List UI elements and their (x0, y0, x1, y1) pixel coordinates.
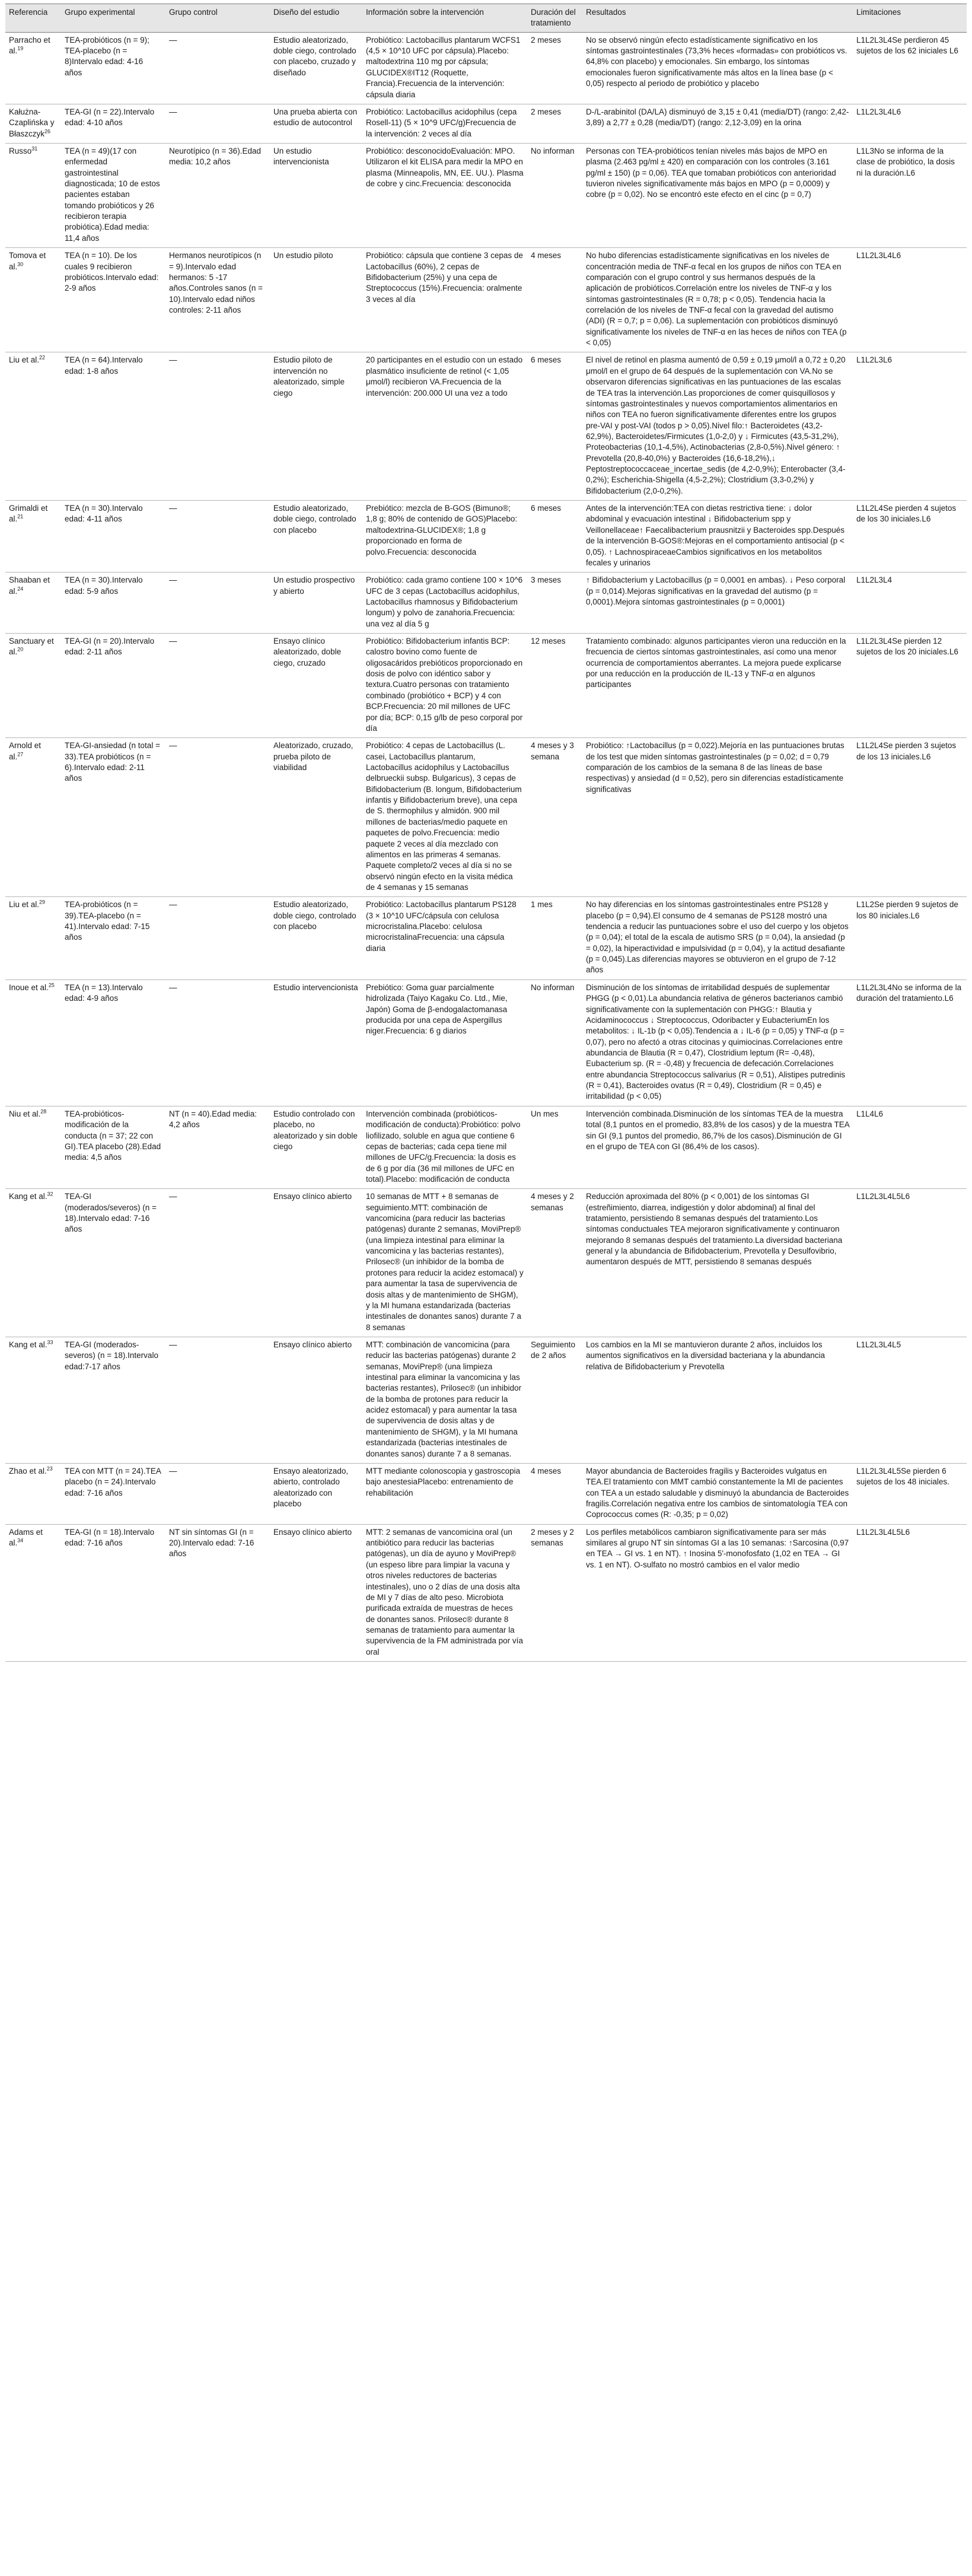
cell-grupo-control-text: — (169, 1466, 177, 1475)
cell-intervencion-text: Probiótico: cápsula que contiene 3 cepas de Lactobacillus (60%), 2 cepas de Bifidobacterium (25%) y una cepa de Streptococcus (15%).Frecuencia: oralmente 3 veces al día (366, 251, 523, 304)
cell-intervencion-text: Intervención combinada (probióticos-modificación de conducta):Probiótico: polvo liofilizado, soluble en agua que contiene 6 cepas de bacterias; cada cepa tiene mil millones de UFC/g.Frecuencia: la dosis es de 6 g por día (36 mil millones de UFC en total).Placebo: modificación de conducta (366, 1109, 521, 1184)
cell-referencia (5, 979, 61, 1106)
header-intervencion: Información sobre la intervención (362, 4, 527, 33)
cell-grupo-control (165, 1524, 270, 1661)
cell-limitaciones-text: L1L2L3L4Se pierden 12 sujetos de los 20 iniciales.L6 (856, 637, 958, 657)
table-row (5, 104, 967, 143)
reference-citation-number[interactable]: 27 (17, 751, 24, 758)
cell-intervencion-text: Probiótico: Lactobacillus plantarum PS128 (3 × 10^10 UFC/cápsula con celulosa microcristalina.Placebo: celulosa microcristalinaFrecuencia: una cápsula diaria (366, 900, 517, 953)
cell-duracion-text: No informan (531, 146, 575, 155)
cell-limitaciones-text: L1L2L3L4L6 (856, 251, 901, 260)
cell-diseno-text: Estudio piloto de intervención no aleatorizado, simple ciego (273, 355, 345, 397)
cell-resultados (582, 1106, 853, 1189)
cell-grupo-control (165, 1189, 270, 1337)
cell-diseno (270, 104, 362, 143)
cell-grupo-experimental-text: TEA-GI (n = 22).Intervalo edad: 4-10 años (65, 107, 155, 128)
cell-intervencion (362, 1106, 527, 1189)
cell-referencia (5, 1106, 61, 1189)
cell-intervencion-text: Probiótico: Lactobacillus plantarum WCFS1 (4,5 × 10^10 UFC por cápsula).Placebo: maltodextrina 110 mg por cápsula; GLUCIDEX®IT12 (Roquette, Francia).Frecuencia de la intervención: cápsula diaria (366, 35, 521, 99)
cell-referencia (5, 573, 61, 634)
cell-diseno (270, 1463, 362, 1524)
header-grupo-control: Grupo control (165, 4, 270, 33)
cell-resultados (582, 104, 853, 143)
table-row (5, 143, 967, 247)
reference-citation-number[interactable]: 19 (17, 45, 24, 52)
cell-duracion-text: 6 meses (531, 504, 562, 513)
reference-author: Tomova et al. (9, 251, 46, 271)
cell-diseno-text: Ensayo clínico abierto (273, 1527, 352, 1537)
cell-resultados (582, 573, 853, 634)
reference-author: Zhao et al. (9, 1466, 47, 1475)
reference-citation-number[interactable]: 30 (17, 261, 24, 268)
cell-resultados (582, 1463, 853, 1524)
cell-diseno (270, 634, 362, 738)
cell-grupo-control-text: — (169, 1340, 177, 1349)
cell-resultados-text: No hay diferencias en los síntomas gastrointestinales entre PS128 y placebo (p = 0,94).El consumo de 4 semanas de PS128 mostró una tendencia a reducir las puntuaciones sobre el uso del cuerpo y los objetos (p = 0,04); el total de la escala de autismo SRS (p = 0,04), la ansiedad (p = 0,02), la hiperactividad e impulsividad (p = 0,04), y la actitud desafiante (p = 0,045).Las diferencias mayores se obtuvieron en el grupo de 7-12 años (586, 900, 849, 975)
cell-intervencion (362, 1189, 527, 1337)
cell-grupo-experimental (61, 143, 165, 247)
cell-diseno (270, 143, 362, 247)
cell-resultados-text: Mayor abundancia de Bacteroides fragilis y Bacteroides vulgatus en TEA.El tratamiento con MMT cambió constantemente la MI de pacientes con TEA a un estado saludable y disminuyó la abundancia de Bacteroides fragilis.Correlación negativa entre los cambios de sintomatología TEA con Coprococcus comes (R: -0,35; p = 0,02) (586, 1466, 849, 1519)
cell-duracion (527, 979, 582, 1106)
reference-citation-number[interactable]: 21 (17, 513, 24, 520)
table-row (5, 979, 967, 1106)
cell-grupo-experimental (61, 1106, 165, 1189)
table-body (5, 32, 967, 1661)
cell-grupo-experimental-text: TEA-GI (moderados/severos) (n = 18).Intervalo edad: 7-16 años (65, 1192, 157, 1234)
cell-resultados-text: El nivel de retinol en plasma aumentó de 0,59 ± 0,19 μmol/l a 0,72 ± 0,20 μmol/l en el grupo de 64 después de la suplementación con VA.No se observaron diferencias significativas en las puntuaciones de las escalas de TEA tras la intervención.Las proporciones de comer quisquillosos y síntomas gastrointestinales y nuevos comportamientos alimentarios en niños con TEA no fueron significativamente diferentes entre los grupos pre-VAI y post-VAI (todos p > 0,05).Nivel filo:↑ Bacteroidetes (43,2-62,9%), Bacteroidetes/Firmicutes (1,0-2,0) y ↓ Firmicutes (43,5-31,2%), Proteobacterias (10,1-4,5%), Actinobacterias (2,8-0,5%).Nivel género: ↑ Prevotella (20,8-40,0%) y Bacteroides (16,6-18,2%),↓ Peptostreptococcaceae_incertae_sedis (de 4,2-0,9%); Enterobacter (3,4-0,2%); Escherichia-Shigella (4,5-2,2%); Clostridium (3,3-0,2%) y Bifidobacterium (2,0-0,2%). (586, 355, 846, 495)
cell-intervencion (362, 979, 527, 1106)
cell-resultados-text: Probiótico: ↑Lactobacillus (p = 0,022).Mejoría en las puntuaciones brutas de los test que miden síntomas gastrointestinales (p = 0,02; d = 0,79 comparación de los cambios de la semana 8 de las líneas de base respectivas) y ansiedad (d = 0,52), pero sin diferencias estadísticamente significativas (586, 741, 844, 794)
cell-grupo-experimental (61, 352, 165, 501)
cell-diseno-text: Un estudio intervencionista (273, 146, 329, 167)
cell-limitaciones-text: L1L2L3L4L5 (856, 1340, 901, 1349)
reference-citation-number[interactable]: 33 (47, 1339, 53, 1346)
cell-diseno (270, 1524, 362, 1661)
cell-intervencion (362, 143, 527, 247)
cell-grupo-control (165, 1463, 270, 1524)
cell-referencia (5, 1463, 61, 1524)
cell-limitaciones (853, 248, 967, 352)
cell-diseno-text: Ensayo clínico abierto (273, 1340, 352, 1349)
cell-grupo-experimental (61, 573, 165, 634)
cell-limitaciones (853, 634, 967, 738)
cell-limitaciones (853, 573, 967, 634)
cell-grupo-experimental (61, 1189, 165, 1337)
header-referencia: Referencia (5, 4, 61, 33)
cell-diseno (270, 738, 362, 897)
cell-limitaciones-text: L1L3No se informa de la clase de probiótico, la dosis ni la duración.L6 (856, 146, 955, 177)
reference-citation-number[interactable]: 22 (39, 354, 46, 361)
cell-limitaciones-text: L1L2L4Se pierden 4 sujetos de los 30 iniciales.L6 (856, 504, 957, 524)
cell-grupo-experimental-text: TEA-GI (n = 20).Intervalo edad: 2-11 años (65, 637, 155, 657)
cell-limitaciones (853, 738, 967, 897)
cell-duracion-text: 2 meses (531, 35, 562, 44)
cell-grupo-experimental-text: TEA-GI-ansiedad (n total = 33).TEA probióticos (n = 6).Intervalo edad: 2-11 años (65, 741, 160, 783)
cell-grupo-experimental (61, 1337, 165, 1463)
cell-grupo-control-text: Neurotípico (n = 36).Edad media: 10,2 años (169, 146, 261, 167)
cell-resultados-text: Disminución de los síntomas de irritabilidad después de suplementar PHGG (p < 0,01).La abundancia relativa de géneros bacterianos cambió significativamente con la suplementación con PHGG:↑ Blautia y Acidaminococcus ↓ Streptococcus, Odoribacter y EubacteriumEn los metabolitos: ↓ IL-1b (p < 0,05).Tendencia a ↓ IL-6 (p = 0,05) y TNF-α (p = 0,07), pero no afectó a otras citocinas y quimiocinas.Correlaciones entre abundancia de Blautia (R = 0,47), Clostridium leptum (R= -0,48), Eubacterium sp. (R = -0,48) y frecuencia de defecación.Correlaciones entre abundancia Streptococcus salivarius (R = 0,51), Alistipes putredinis (R = 0,41), Bacteroides ovatus (R = 0,49), Clostridium (R = 0,45) e irritabilidad (p < 0,05) (586, 982, 846, 1101)
cell-referencia (5, 104, 61, 143)
cell-duracion (527, 1189, 582, 1337)
cell-grupo-experimental (61, 32, 165, 104)
cell-duracion (527, 248, 582, 352)
cell-resultados (582, 248, 853, 352)
cell-diseno (270, 32, 362, 104)
cell-resultados (582, 738, 853, 897)
cell-intervencion (362, 1524, 527, 1661)
cell-referencia (5, 501, 61, 573)
cell-limitaciones (853, 1524, 967, 1661)
cell-referencia (5, 897, 61, 980)
header-resultados: Resultados (582, 4, 853, 33)
cell-duracion (527, 1337, 582, 1463)
cell-intervencion-text: MTT: 2 semanas de vancomicina oral (un antibiótico para reducir las bacterias patógenas), un día de ayuno y MoviPrep® (un espeso libre para limpiar la vacuna y otros niveles reductores de bacterias intestinales), uno o 2 días de una dosis alta de MI y 7 días de alto peso. Microbiota purificada extraída de muestras de heces de donantes sanos. Prilosec® durante 8 semanas de tratamiento para aumentar la supervivencia de la FM administrada por vía oral (366, 1527, 523, 1656)
table-row (5, 501, 967, 573)
cell-diseno-text: Estudio controlado con placebo, no aleatorizado y sin doble ciego (273, 1109, 358, 1151)
cell-grupo-control (165, 104, 270, 143)
table-row (5, 1189, 967, 1337)
cell-limitaciones (853, 979, 967, 1106)
cell-grupo-experimental (61, 979, 165, 1106)
cell-resultados-text: D-/L-arabinitol (DA/LA) disminuyó de 3,15 ± 0,41 (media/DT) (rango: 2,42-3,89) a 2,77 ± 0,28 (media/DT) (rango: 2,12-3,09) en la orina (586, 107, 849, 128)
cell-diseno (270, 248, 362, 352)
cell-intervencion (362, 573, 527, 634)
cell-diseno (270, 897, 362, 980)
cell-diseno-text: Estudio aleatorizado, doble ciego, controlado con placebo (273, 900, 356, 931)
table-row (5, 248, 967, 352)
cell-resultados (582, 1189, 853, 1337)
table-row (5, 897, 967, 980)
cell-duracion-text: 4 meses (531, 251, 562, 260)
cell-diseno-text: Aleatorizado, cruzado, prueba piloto de viabilidad (273, 741, 353, 772)
cell-intervencion-text: MTT: combinación de vancomicina (para reducir las bacterias patógenas) durante 2 semanas, MoviPrep® (una limpieza intestinal para eliminar la vancomicina y las bacterias restantes), Prilosec® (un inhibidor de la bomba de protones para reducir la acidez estomacal) y para aumentar la tasa de supervivencia de dosis altas y de mantenimiento de SHGM), y la MI humana estandarizada (bacterias intestinales de donantes sanos) durante 7 a 8 semanas. (366, 1340, 522, 1458)
cell-intervencion (362, 32, 527, 104)
cell-intervencion-text: 10 semanas de MTT + 8 semanas de seguimiento.MTT: combinación de vancomicina (para reducir las bacterias patógenas) durante 2 semanas, MoviPrep® (una limpieza intestinal para eliminar la vancomicina y las bacterias restantes), Prilosec® (un inhibidor de la bomba de protones para reducir la acidez estomacal) y para aumentar la tasa de supervivencia de dosis altas y de mantenimiento de SHGM), y la MI humana estandarizada (bacterias intestinales de donantes sanos) durante 7 a 8 semanas (366, 1192, 524, 1332)
cell-diseno (270, 1337, 362, 1463)
reference-citation-number[interactable]: 31 (31, 145, 38, 152)
table-header-row (5, 4, 967, 33)
cell-grupo-experimental (61, 104, 165, 143)
table-row (5, 573, 967, 634)
cell-limitaciones (853, 897, 967, 980)
cell-grupo-control-text: NT (n = 40).Edad media: 4,2 años (169, 1109, 257, 1130)
cell-grupo-control (165, 352, 270, 501)
cell-resultados-text: Tratamiento combinado: algunos participantes vieron una reducción en la frecuencia de ciertos síntomas gastrointestinales, así como una menor ocurrencia de comportamientos aberrantes. La mejora puede explicarse por una reducción en la producción de IL-13 y TNF-α en algunos participantes (586, 637, 846, 689)
cell-intervencion-text: Prebiótico: Goma guar parcialmente hidrolizada (Taiyo Kagaku Co. Ltd., Mie, Japón) Goma de β-endogalactomanasa producida por una cepa de Aspergillus niger.Frecuencia: 6 g diarios (366, 982, 508, 1036)
cell-duracion-text: 4 meses y 3 semana (531, 741, 574, 761)
cell-limitaciones (853, 501, 967, 573)
reference-author: Kang et al. (9, 1340, 47, 1349)
cell-duracion-text: 2 meses (531, 107, 562, 116)
cell-resultados-text: No se observó ningún efecto estadísticamente significativo en los síntomas gastrointestinales (73,3% heces «formadas» con probióticos vs. 64,8% con placebo) y emocionales. Sin embargo, los síntomas emocionales fueron significativamente más altos en la línea base (p < 0,05) respecto al periodo de probiótico y placebo (586, 35, 847, 88)
cell-duracion (527, 738, 582, 897)
cell-limitaciones (853, 1463, 967, 1524)
cell-limitaciones (853, 104, 967, 143)
table-row (5, 1463, 967, 1524)
cell-intervencion-text: MTT mediante colonoscopia y gastroscopia bajo anestesiaPlacebo: entrenamiento de rehabilitación (366, 1466, 521, 1497)
header-diseno: Diseño del estudio (270, 4, 362, 33)
cell-grupo-experimental-text: TEA-GI (moderados-severos) (n = 18).Intervalo edad:7-17 años (65, 1340, 158, 1371)
cell-diseno-text: Ensayo clínico abierto (273, 1192, 352, 1201)
cell-resultados-text: No hubo diferencias estadísticamente significativas en los niveles de concentración media de TNF-α fecal en los grupos de niños con TEA en comparación con el grupo control y sus hermanos después de la aplicación de probióticos.Correlación entre los niveles de TNF-α y los síntomas gastrointestinales (R = 0,78; p < 0,05). Tendencia hacia la correlación de los niveles de TNF-α fecal con la gravedad del autismo (ADI) (R = 0,7; p = 0,06). La suplementación con probióticos disminuyó significativamente los niveles de TNF-α en las heces de niños con TEA (p < 0,05) (586, 251, 847, 348)
cell-referencia (5, 32, 61, 104)
cell-grupo-experimental (61, 1463, 165, 1524)
reference-citation-number[interactable]: 29 (39, 899, 46, 905)
cell-resultados (582, 1524, 853, 1661)
cell-grupo-control (165, 143, 270, 247)
cell-duracion (527, 104, 582, 143)
reference-citation-number[interactable]: 23 (46, 1465, 53, 1472)
cell-duracion (527, 573, 582, 634)
reference-author: Russo (9, 146, 32, 155)
cell-duracion (527, 634, 582, 738)
cell-duracion (527, 1463, 582, 1524)
cell-limitaciones-text: L1L2L3L4L5Se pierden 6 sujetos de los 48 iniciales. (856, 1466, 949, 1487)
cell-resultados-text: Intervención combinada.Disminución de los síntomas TEA de la muestra total (8,1 puntos en el promedio, 83,8% de los casos) y de la muestra TEA sin GI (9,1 puntos del promedio, 86,7% de los casos).Disminución de GI en el grupo de TEA con GI (86,4% de los casos). (586, 1109, 849, 1151)
reference-author: Inoue et al. (9, 982, 49, 992)
table-row (5, 634, 967, 738)
cell-grupo-control (165, 248, 270, 352)
cell-duracion (527, 1524, 582, 1661)
cell-grupo-control (165, 573, 270, 634)
reference-author: Shaaban et al. (9, 575, 50, 596)
cell-duracion (527, 897, 582, 980)
cell-grupo-control (165, 897, 270, 980)
cell-limitaciones-text: L1L2Se pierden 9 sujetos de los 80 iniciales.L6 (856, 900, 958, 920)
cell-referencia (5, 1337, 61, 1463)
cell-resultados (582, 352, 853, 501)
cell-duracion-text: 1 mes (531, 900, 553, 909)
cell-duracion-text: 6 meses (531, 355, 562, 365)
cell-limitaciones-text: L1L2L3L4No se informa de la duración del tratamiento.L6 (856, 982, 962, 1003)
cell-resultados (582, 897, 853, 980)
cell-limitaciones-text: L1L2L4Se pierden 3 sujetos de los 13 iniciales.L6 (856, 741, 957, 761)
cell-resultados (582, 634, 853, 738)
cell-intervencion-text: 20 participantes en el estudio con un estado plasmático insuficiente de retinol (< 1,05 μmol/l) recibieron VA.Frecuencia de la intervención: 200.000 UI una vez a todo (366, 355, 523, 397)
reference-citation-number[interactable]: 32 (47, 1191, 53, 1197)
header-grupo-experimental: Grupo experimental (61, 4, 165, 33)
cell-grupo-experimental (61, 1524, 165, 1661)
cell-limitaciones-text: L1L4L6 (856, 1109, 884, 1118)
cell-grupo-experimental-text: TEA (n = 10). De los cuales 9 recibieron probióticos.Intervalo edad: 2-9 años (65, 251, 159, 293)
table-row (5, 1106, 967, 1189)
cell-referencia (5, 738, 61, 897)
cell-limitaciones (853, 1106, 967, 1189)
cell-limitaciones-text: L1L2L3L6 (856, 355, 893, 365)
cell-duracion-text: 12 meses (531, 637, 566, 646)
cell-resultados-text: Los cambios en la MI se mantuvieron durante 2 años, incluidos los aumentos significativos en la diversidad bacteriana y la abundancia relativa de Bifidobacterium y Prevotella (586, 1340, 825, 1371)
reference-citation-number[interactable]: 20 (17, 646, 24, 653)
cell-grupo-experimental-text: TEA (n = 30).Intervalo edad: 4-11 años (65, 504, 143, 524)
cell-resultados-text: ↑ Bifidobacterium y Lactobacillus (p = 0,0001 en ambas). ↓ Peso corporal (p = 0,014).Mejoras significativas en la gravedad del autismo (p = 0,0001).Mejora síntomas gastrointestinales (p = 0,0001) (586, 575, 846, 606)
cell-diseno-text: Estudio intervencionista (273, 982, 358, 992)
cell-limitaciones (853, 32, 967, 104)
cell-duracion (527, 501, 582, 573)
cell-intervencion (362, 897, 527, 980)
cell-duracion (527, 1106, 582, 1189)
cell-intervencion-text: Probiótico: 4 cepas de Lactobacillus (L. casei, Lactobacillus plantarum, Lactobacillus acidophilus y Lactobacillus delbrueckii subsp. Bulgaricus), 3 cepas de Bifidobacterium (B. longum, Bifidobacterium infantis y Bifidobacterium breve), una cepa de S. thermophilus y almidón. 900 mil millones de bacterias/medio paquete en paquetes de polvo.Frecuencia: medio paquete 2 veces al día mezclado con alimentos en las primeras 4 semanas. Paquete completo/2 veces al día si no se observó ningún efecto en la visita médica de 4 semanas y 15 semanas (366, 741, 522, 892)
cell-grupo-control-text: — (169, 1192, 177, 1201)
cell-intervencion (362, 104, 527, 143)
cell-grupo-experimental-text: TEA-GI (n = 18).Intervalo edad: 7-16 años (65, 1527, 155, 1548)
cell-referencia (5, 248, 61, 352)
cell-intervencion-text: Probiótico: cada gramo contiene 100 × 10^6 UFC de 3 cepas (Lactobacillus acidophilus, Lactobacillus rhamnosus y Bifidobacterium longum) y polvo de zanahoria.Frecuencia: una vez al día 5 g (366, 575, 523, 628)
table-row (5, 738, 967, 897)
cell-limitaciones-text: L1L2L3L4L5L6 (856, 1192, 910, 1201)
cell-limitaciones-text: L1L2L3L4 (856, 575, 893, 585)
cell-grupo-control-text: — (169, 741, 177, 750)
reference-author: Arnold et al. (9, 741, 42, 761)
cell-resultados-text: Personas con TEA-probióticos tenían niveles más bajos de MPO en plasma (2.463 pg/ml ± 420) en comparación con los controles (3.161 pg/ml ± 150) (p = 0,06). TEA que tomaban probióticos con anterioridad tuvieron niveles significativamente más bajos en MPO (p = 0,0009) y cobre (p = 0,02). No se encontró este efecto en el cinc (p = 0,7) (586, 146, 836, 199)
reference-author: Niu et al. (9, 1109, 41, 1118)
reference-citation-number[interactable]: 24 (17, 586, 24, 592)
reference-citation-number[interactable]: 25 (48, 982, 55, 988)
cell-grupo-control (165, 979, 270, 1106)
cell-grupo-experimental (61, 501, 165, 573)
cell-grupo-experimental-text: TEA con MTT (n = 24).TEA placebo (n = 24).Intervalo edad: 7-16 años (65, 1466, 161, 1497)
reference-author: Liu et al. (9, 900, 40, 909)
cell-diseno (270, 1189, 362, 1337)
cell-intervencion-text: Probiótico: Lactobacillus acidophilus (cepa Rosell-11) (5 × 10^9 UFC/g)Frecuencia de la intervención: 2 veces al día (366, 107, 517, 138)
cell-grupo-control (165, 1106, 270, 1189)
cell-grupo-control-text: — (169, 900, 177, 909)
cell-duracion-text: No informan (531, 982, 575, 992)
cell-resultados-text: Antes de la intervención:TEA con dietas restrictiva tiene: ↓ dolor abdominal y evacuación intestinal ↓ Bifidobacterium spp y Veillonellaceae↑ Faecalibacterium prausnitzii y Bacteroides spp.Después de la intervención B-GOS®:Mejoras en el comportamiento antisocial (p < 0,05). ↑ LachnospiraceaeCambios significativos en los metabolitos fecales y urinarios (586, 504, 844, 567)
reference-author: Kang et al. (9, 1192, 47, 1201)
cell-intervencion-text: Probiótico: Bifidobacterium infantis BCP: calostro bovino como fuente de oligosacáridos prebióticos proporcionado en dosis de polvo con idéntico sabor y textura.Cuatro personas con tratamiento combinado (probiótico + BCP) y 4 con BCP.Frecuencia: 20 mil millones de UFC por día; BCP: 0,15 g/lb de peso corporal por día (366, 637, 523, 733)
cell-duracion-text: 4 meses (531, 1466, 562, 1475)
reference-citation-number[interactable]: 26 (44, 128, 51, 135)
cell-intervencion (362, 352, 527, 501)
cell-grupo-control-text: — (169, 355, 177, 365)
reference-author: Parracho et al. (9, 35, 50, 56)
cell-diseno-text: Ensayo clínico aleatorizado, doble ciego, cruzado (273, 637, 342, 667)
reference-author: Sanctuary et al. (9, 637, 54, 657)
cell-resultados-text: Los perfiles metabólicos cambiaron significativamente para ser más similares al grupo NT sin síntomas GI a las 10 semanas: ↑Sarcosina (0,97 en TEA → GI vs. 1 en NT). ↑ Inosina 5'-monofosfato (1,02 en TEA → GI vs. 1 en NT). O-sulfato no mostró cambios en el valor medio (586, 1527, 849, 1569)
cell-referencia (5, 1524, 61, 1661)
cell-diseno-text: Estudio aleatorizado, doble ciego, controlado con placebo, cruzado y diseñado (273, 35, 356, 77)
reference-citation-number[interactable]: 28 (40, 1108, 47, 1115)
cell-grupo-experimental (61, 738, 165, 897)
cell-limitaciones (853, 352, 967, 501)
table-row (5, 1524, 967, 1661)
cell-duracion (527, 352, 582, 501)
reference-author: Adams et al. (9, 1527, 43, 1548)
cell-grupo-control (165, 1337, 270, 1463)
cell-grupo-control (165, 501, 270, 573)
cell-resultados (582, 32, 853, 104)
cell-intervencion-text: Prebiótico: mezcla de B-GOS (Bimuno®; 1,8 g; 80% de contenido de GOS)Placebo: maltodextrina-GLUCIDEX®; 1,8 g proporcionado en forma de polvo.Frecuencia: desconocida (366, 504, 518, 556)
cell-limitaciones-text: L1L2L3L4L6 (856, 107, 901, 116)
cell-grupo-experimental (61, 248, 165, 352)
cell-duracion-text: Seguimiento de 2 años (531, 1340, 576, 1360)
cell-grupo-experimental-text: TEA-probióticos (n = 39).TEA-placebo (n = 41).Intervalo edad: 7-15 años (65, 900, 150, 942)
cell-referencia (5, 634, 61, 738)
cell-limitaciones-text: L1L2L3L4Se perdieron 45 sujetos de los 62 iniciales L6 (856, 35, 958, 56)
cell-grupo-experimental-text: TEA (n = 64).Intervalo edad: 1-8 años (65, 355, 143, 376)
cell-grupo-experimental-text: TEA (n = 13).Intervalo edad: 4-9 años (65, 982, 143, 1003)
cell-grupo-control-text: — (169, 107, 177, 116)
cell-diseno-text: Un estudio prospectivo y abierto (273, 575, 355, 596)
reference-author: Liu et al. (9, 355, 40, 365)
header-duracion: Duración del tratamiento (527, 4, 582, 33)
cell-diseno-text: Estudio aleatorizado, doble ciego, controlado con placebo (273, 504, 356, 535)
cell-intervencion (362, 501, 527, 573)
cell-grupo-experimental-text: TEA (n = 30).Intervalo edad: 5-9 años (65, 575, 143, 596)
cell-resultados (582, 1337, 853, 1463)
cell-diseno (270, 979, 362, 1106)
studies-table (5, 4, 967, 1662)
cell-grupo-control-text: — (169, 35, 177, 44)
cell-diseno-text: Una prueba abierta con estudio de autocontrol (273, 107, 358, 128)
cell-limitaciones (853, 1189, 967, 1337)
cell-grupo-experimental (61, 897, 165, 980)
reference-citation-number[interactable]: 34 (17, 1537, 24, 1544)
cell-grupo-experimental-text: TEA-probióticos (n = 9); TEA-placebo (n = 8)Intervalo edad: 4-16 años (65, 35, 149, 77)
cell-duracion (527, 143, 582, 247)
cell-diseno (270, 352, 362, 501)
cell-limitaciones (853, 143, 967, 247)
cell-grupo-control-text: — (169, 982, 177, 992)
cell-intervencion (362, 248, 527, 352)
cell-diseno (270, 573, 362, 634)
cell-resultados (582, 979, 853, 1106)
cell-limitaciones-text: L1L2L3L4L5L6 (856, 1527, 910, 1537)
cell-grupo-control (165, 32, 270, 104)
cell-grupo-control-text: — (169, 637, 177, 646)
cell-grupo-experimental-text: TEA (n = 49)(17 con enfermedad gastrointestinal diagnosticada; 10 de estos pacientes estaban tomando probióticos y 26 recibieron terapia probiótica).Edad media: 11,4 años (65, 146, 160, 243)
cell-diseno-text: Un estudio piloto (273, 251, 333, 260)
cell-resultados (582, 143, 853, 247)
cell-duracion-text: 2 meses y 2 semanas (531, 1527, 574, 1548)
cell-limitaciones (853, 1337, 967, 1463)
cell-referencia (5, 1189, 61, 1337)
table-row (5, 352, 967, 501)
cell-duracion (527, 32, 582, 104)
cell-grupo-control-text: NT sin síntomas GI (n = 20).Intervalo edad: 7-16 años (169, 1527, 254, 1559)
cell-referencia (5, 352, 61, 501)
cell-grupo-experimental (61, 634, 165, 738)
cell-grupo-control (165, 634, 270, 738)
cell-grupo-control-text: — (169, 504, 177, 513)
cell-diseno (270, 1106, 362, 1189)
cell-grupo-control (165, 738, 270, 897)
cell-resultados-text: Reducción aproximada del 80% (p < 0,001) de los síntomas GI (estreñimiento, diarrea, indigestión y dolor abdominal) al final del tratamiento, persistiendo 8 semanas después del tratamiento.Los síntomas conductuales TEA mejoraron significativamente y continuaron mejorando 8 semanas después del tratamiento.La diversidad bacteriana general y la abundancia de Bifidobacterium, Prevotella y Desulfovibrio, aumentaron después de MTT, persistiendo 8 semanas después (586, 1192, 843, 1267)
reference-author: Grimaldi et al. (9, 504, 48, 524)
header-limitaciones: Limitaciones (853, 4, 967, 33)
cell-intervencion (362, 1337, 527, 1463)
table-row (5, 32, 967, 104)
cell-resultados (582, 501, 853, 573)
cell-grupo-experimental-text: TEA-probióticos-modificación de la conducta (n = 37; 22 con GI).TEA placebo (28).Edad media: 4,5 años (65, 1109, 161, 1162)
cell-duracion-text: 4 meses y 2 semanas (531, 1192, 574, 1212)
cell-duracion-text: Un mes (531, 1109, 559, 1118)
cell-referencia (5, 143, 61, 247)
cell-diseno-text: Ensayo aleatorizado, abierto, controlado aleatorizado con placebo (273, 1466, 349, 1508)
cell-duracion-text: 3 meses (531, 575, 562, 585)
cell-grupo-control-text: — (169, 575, 177, 585)
cell-intervencion (362, 1463, 527, 1524)
reference-author: Kałużna-Czaplińska y Błaszczyk (9, 107, 55, 138)
table-row (5, 1337, 967, 1463)
cell-grupo-control-text: Hermanos neurotípicos (n = 9).Intervalo edad hermanos: 5 -17 años.Controles sanos (n = 10).Intervalo edad niños controles: 2-11 años (169, 251, 263, 314)
cell-diseno (270, 501, 362, 573)
cell-intervencion (362, 738, 527, 897)
cell-intervencion-text: Probiótico: desconocidoEvaluación: MPO. Utilizaron el kit ELISA para medir la MPO en plasma (Minneapolis, MN, EE. UU.). Plasma de cobre y cinc.Frecuencia: desconocida (366, 146, 524, 189)
cell-intervencion (362, 634, 527, 738)
